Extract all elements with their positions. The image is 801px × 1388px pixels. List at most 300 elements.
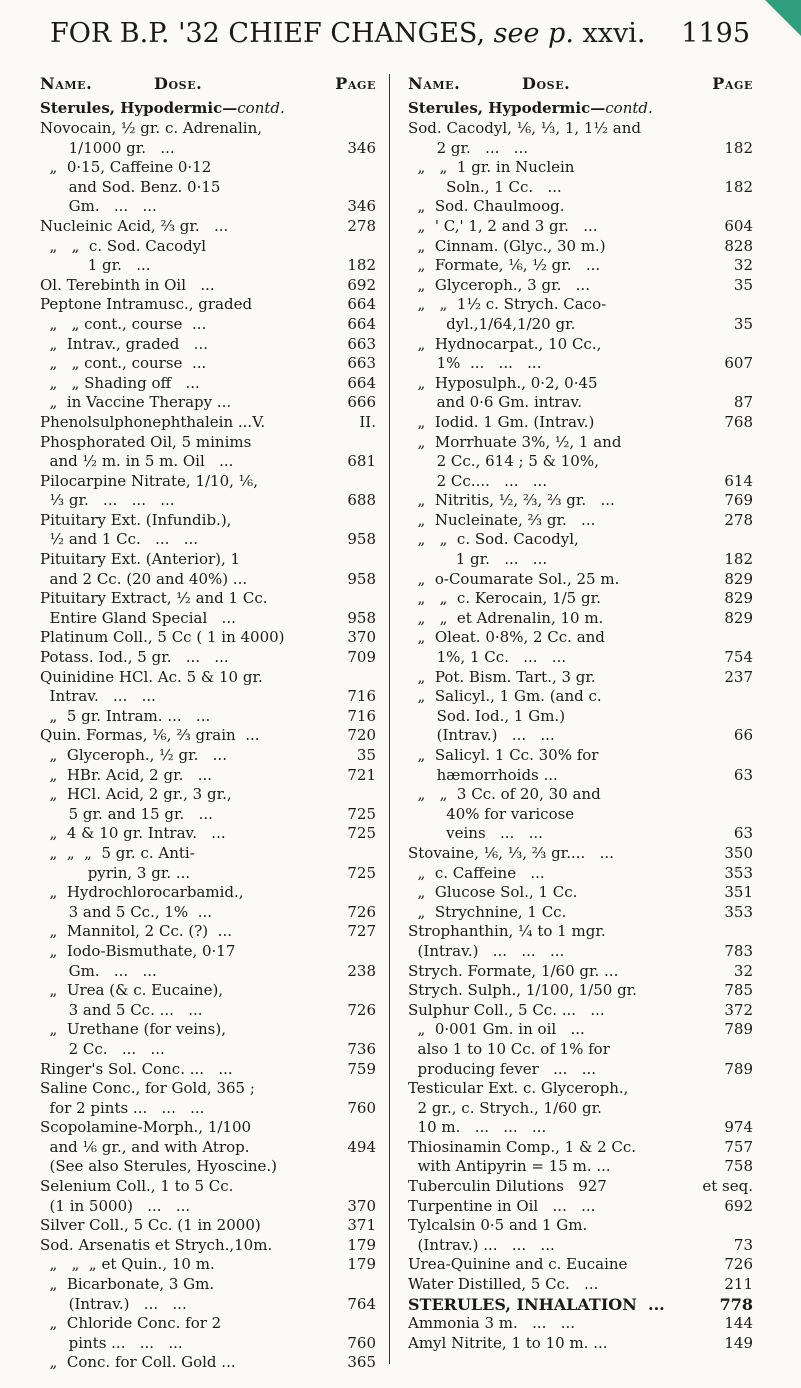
section-title — [408, 98, 753, 119]
header-see-page: xxvi. — [582, 18, 646, 49]
entry-text: (Intrav.) ... ... ... — [408, 1235, 555, 1254]
index-entry — [408, 413, 753, 433]
index-entry — [40, 1157, 376, 1177]
entry-text: „ Glyceroph., 3 gr. ... — [408, 275, 590, 294]
entry-text: Scopolamine-Morph., 1/100 — [40, 1118, 252, 1137]
index-entry — [40, 1118, 376, 1138]
entry-text: „ o-Coumarate Sol., 25 m. — [408, 569, 620, 588]
column-divider — [389, 74, 390, 1364]
entry-text: „ c. Caffeine ... — [408, 863, 545, 882]
header-see: see p. — [493, 18, 574, 49]
index-entry — [40, 785, 376, 805]
entry-text: dyl.,1/64,1/20 gr. — [408, 314, 576, 333]
entry-page: 182 — [724, 177, 753, 196]
entry-list — [408, 119, 753, 1353]
entry-text: „ „ c. Sod. Cacodyl, — [408, 530, 579, 549]
entry-page: 664 — [347, 295, 376, 314]
entry-list — [40, 119, 376, 1373]
index-entry — [40, 374, 376, 394]
entry-page: 726 — [347, 902, 376, 921]
entry-page: 346 — [347, 138, 376, 157]
index-entry — [40, 1295, 376, 1315]
entry-text: Urea-Quinine and c. Eucaine — [408, 1255, 628, 1274]
entry-text: and Sod. Benz. 0·15 — [40, 177, 221, 196]
index-entry — [408, 1334, 753, 1354]
index-entry — [40, 1197, 376, 1217]
entry-page: 666 — [347, 393, 376, 412]
index-entry — [40, 1353, 376, 1373]
entry-text: (Intrav.) ... ... — [408, 726, 555, 745]
index-entry — [408, 707, 753, 727]
page-number: 1195 — [681, 18, 750, 49]
index-entry — [408, 1040, 753, 1060]
entry-page: 372 — [724, 1000, 753, 1019]
index-entry — [40, 491, 376, 511]
index-entry — [40, 295, 376, 315]
entry-text: 2 gr., c. Strych., 1/60 gr. — [408, 1098, 602, 1117]
index-entry — [40, 726, 376, 746]
entry-page: 664 — [347, 373, 376, 392]
entry-page: 73 — [733, 1235, 753, 1254]
entry-text: Phosphorated Oil, 5 minims — [40, 432, 252, 451]
index-entry — [408, 276, 753, 296]
header-text — [50, 18, 645, 49]
entry-text: and 2 Cc. (20 and 40%) ... — [40, 569, 248, 588]
entry-page: 725 — [347, 824, 376, 843]
index-entry — [408, 805, 753, 825]
entry-text: „ „ 3 Cc. of 20, 30 and — [408, 785, 601, 804]
entry-text: „ „ „ et Quin., 10 m. — [40, 1255, 215, 1274]
col-name-label: Name. — [40, 74, 93, 93]
entry-text: pyrin, 3 gr. ... — [40, 863, 191, 882]
entry-text: „ Glyceroph., ½ gr. ... — [40, 746, 227, 764]
index-entry — [40, 335, 376, 355]
index-entry — [408, 237, 753, 257]
index-entry — [408, 687, 753, 707]
entry-page: 179 — [347, 1235, 376, 1254]
entry-text: „ „ 1 gr. in Nuclein — [408, 158, 575, 177]
entry-text: Potass. Iod., 5 gr. ... ... — [40, 648, 229, 667]
entry-text: ⅓ gr. ... ... ... — [40, 491, 175, 510]
index-entry — [40, 570, 376, 590]
entry-text: Ringer's Sol. Conc. ... ... — [40, 1059, 233, 1078]
entry-text: (Intrav.) ... ... ... — [408, 941, 565, 960]
index-entry — [40, 158, 376, 178]
entry-text: Entire Gland Special ... — [40, 608, 236, 627]
index-entry — [408, 511, 753, 531]
entry-text: Sulphur Coll., 5 Cc. ... ... — [408, 1000, 605, 1019]
entry-page: 144 — [724, 1314, 753, 1333]
entry-text: Quin. Formas, ⅙, ⅔ grain ... — [40, 726, 260, 745]
entry-text: Strophanthin, ¼ to 1 mgr. — [408, 922, 606, 941]
index-entry — [408, 472, 753, 492]
entry-text: 2 gr. ... ... — [408, 138, 529, 157]
entry-page: 32 — [733, 961, 753, 980]
entry-page: 958 — [347, 608, 376, 627]
entry-text: Gm. ... ... — [40, 961, 157, 980]
section-contd: contd. — [605, 99, 653, 117]
entry-text: „ Nitritis, ½, ⅔, ⅔ gr. ... — [408, 491, 615, 510]
index-entry — [408, 1216, 753, 1236]
entry-text: „ „ Shading off ... — [40, 373, 200, 392]
entry-page: 958 — [347, 530, 376, 549]
index-entry — [408, 1138, 753, 1158]
index-entry — [408, 864, 753, 884]
entry-page: 182 — [724, 550, 753, 569]
index-entry — [40, 844, 376, 864]
entry-page: 768 — [724, 412, 753, 431]
index-entry — [408, 335, 753, 355]
entry-page: 726 — [347, 1000, 376, 1019]
index-entry — [408, 1197, 753, 1217]
running-header — [50, 18, 750, 52]
entry-page: 238 — [347, 961, 376, 980]
index-entry — [40, 256, 376, 276]
entry-text: (See also Sterules, Hyoscine.) — [40, 1157, 277, 1176]
entry-page: 721 — [347, 765, 376, 784]
entry-text: „ Hydrochlorocarbamid., — [40, 883, 244, 902]
entry-text: Pituitary Extract, ½ and 1 Cc. — [40, 589, 268, 608]
entry-text: veins ... ... — [408, 824, 543, 843]
entry-text: and ⅙ gr., and with Atrop. — [40, 1137, 250, 1156]
entry-page: 87 — [733, 393, 753, 412]
index-entry — [408, 1060, 753, 1080]
entry-page: 692 — [724, 1196, 753, 1215]
section-title-text: Sterules, Hypodermic— — [408, 99, 606, 117]
index-entry — [408, 824, 753, 844]
entry-page: 754 — [724, 648, 753, 667]
entry-page: 760 — [347, 1098, 376, 1117]
index-entry — [40, 1001, 376, 1021]
index-entry — [408, 766, 753, 786]
index-entry — [40, 1138, 376, 1158]
entry-page: 353 — [724, 863, 753, 882]
entry-page: 725 — [347, 804, 376, 823]
index-entry — [40, 237, 376, 257]
entry-text: Turpentine in Oil ... ... — [408, 1196, 596, 1215]
index-entry — [408, 785, 753, 805]
index-entry — [408, 903, 753, 923]
column-header — [408, 68, 753, 98]
entry-text: „ Iodid. 1 Gm. (Intrav.) — [408, 412, 595, 431]
entry-page: 346 — [347, 197, 376, 216]
entry-text: pints ... ... ... — [40, 1333, 183, 1352]
entry-text: Water Distilled, 5 Cc. ... — [408, 1275, 599, 1294]
index-entry — [40, 981, 376, 1001]
entry-text: Thiosinamin Comp., 1 & 2 Cc. — [408, 1137, 637, 1156]
header-title: FOR B.P. '32 CHIEF CHANGES, — [50, 18, 486, 49]
entry-page: 494 — [347, 1137, 376, 1156]
entry-page: 725 — [347, 863, 376, 882]
entry-page: 35 — [733, 314, 753, 333]
entry-page: 371 — [347, 1216, 376, 1235]
entry-page: 764 — [347, 1294, 376, 1313]
entry-page: 663 — [347, 354, 376, 373]
entry-text: „ „ 1½ c. Strych. Caco- — [408, 295, 607, 314]
index-entry — [408, 844, 753, 864]
entry-text: 1 gr. ... — [40, 256, 151, 275]
left-column — [40, 68, 376, 1378]
index-entry — [408, 119, 753, 139]
entry-text: Nucleinic Acid, ⅔ gr. ... — [40, 216, 229, 235]
index-entry — [408, 1255, 753, 1275]
index-entry — [408, 648, 753, 668]
index-entry — [408, 1157, 753, 1177]
entry-text: „ HCl. Acid, 2 gr., 3 gr., — [40, 785, 232, 804]
index-entry — [40, 433, 376, 453]
index-entry — [40, 178, 376, 198]
entry-text: Gm. ... ... — [40, 197, 157, 216]
entry-text: „ Urethane (for veins), — [40, 1020, 226, 1039]
entry-page: 727 — [347, 922, 376, 941]
index-entry — [408, 530, 753, 550]
entry-page: 664 — [347, 314, 376, 333]
entry-page: 32 — [733, 256, 753, 275]
index-entry — [40, 452, 376, 472]
entry-text: „ Hyposulph., 0·2, 0·45 — [408, 373, 598, 392]
entry-text: 3 and 5 Cc., 1% ... — [40, 902, 213, 921]
section-title — [40, 98, 376, 119]
index-entry — [40, 668, 376, 688]
index-entry — [408, 1001, 753, 1021]
index-entry — [40, 413, 376, 433]
entry-text: „ HBr. Acid, 2 gr. ... — [40, 765, 212, 784]
index-entry — [40, 746, 376, 766]
entry-text: „ Sod. Chaulmoog. — [408, 197, 565, 216]
entry-text: „ in Vaccine Therapy ... — [40, 393, 232, 412]
entry-page: 785 — [724, 981, 753, 1000]
index-entry — [40, 550, 376, 570]
page-corner-mark — [765, 0, 801, 36]
index-entry — [408, 256, 753, 276]
entry-text: „ Glucose Sol., 1 Cc. — [408, 883, 578, 902]
index-entry — [40, 472, 376, 492]
index-entry — [40, 1177, 376, 1197]
entry-text: „ Morrhuate 3%, ½, 1 and — [408, 432, 622, 451]
entry-text: „ Cinnam. (Glyc., 30 m.) — [408, 236, 606, 255]
entry-text: „ „ cont., course ... — [40, 354, 207, 373]
index-entry — [408, 1314, 753, 1334]
index-entry — [40, 903, 376, 923]
entry-text: for 2 pints ... ... ... — [40, 1098, 205, 1117]
entry-page: 958 — [347, 569, 376, 588]
entry-text: and ½ m. in 5 m. Oil ... — [40, 452, 234, 471]
entry-text: Soln., 1 Cc. ... — [408, 177, 562, 196]
index-entry — [408, 354, 753, 374]
entry-page: 974 — [724, 1118, 753, 1137]
entry-text: Stovaine, ⅙, ⅓, ⅔ gr.... ... — [408, 843, 614, 862]
entry-page: et seq. — [702, 1177, 753, 1196]
entry-text: „ 0·001 Gm. in oil ... — [408, 1020, 585, 1039]
index-entry — [408, 981, 753, 1001]
entry-text: 2 Cc. ... ... — [40, 1039, 165, 1058]
entry-text: Ol. Terebinth in Oil ... — [40, 275, 215, 294]
entry-text: Strych. Formate, 1/60 gr. ... — [408, 961, 619, 980]
index-entry — [40, 1236, 376, 1256]
entry-page: 607 — [724, 354, 753, 373]
col-page-label: Page — [335, 74, 376, 93]
entry-page: 370 — [347, 1196, 376, 1215]
entry-text: 5 gr. and 15 gr. ... — [40, 804, 213, 823]
entry-page: 692 — [347, 275, 376, 294]
index-entry — [408, 668, 753, 688]
index-entry — [40, 1216, 376, 1236]
entry-text: „ Intrav., graded ... — [40, 334, 208, 353]
entry-text: „ Mannitol, 2 Cc. (?) ... — [40, 922, 232, 941]
entry-page: 757 — [724, 1137, 753, 1156]
entry-text: (1 in 5000) ... ... — [40, 1196, 191, 1215]
index-entry — [408, 433, 753, 453]
entry-page: 182 — [724, 138, 753, 157]
index-entry — [408, 1295, 753, 1315]
index-entry — [40, 589, 376, 609]
entry-page: 182 — [347, 256, 376, 275]
entry-page: 604 — [724, 216, 753, 235]
entry-text: hæmorrhoids ... — [408, 765, 558, 784]
index-entry — [408, 217, 753, 237]
entry-text: Pilocarpine Nitrate, 1/10, ⅙, — [40, 471, 258, 490]
entry-text: „ „ et Adrenalin, 10 m. — [408, 608, 604, 627]
entry-page: 149 — [724, 1333, 753, 1352]
index-entry — [408, 1236, 753, 1256]
index-entry — [408, 197, 753, 217]
entry-text: 40% for varicose — [408, 804, 575, 823]
entry-text: Sod. Cacodyl, ⅙, ⅓, 1, 1½ and — [408, 119, 641, 137]
entry-page: 237 — [724, 667, 753, 686]
entry-text: Silver Coll., 5 Cc. (1 in 2000) — [40, 1216, 261, 1235]
entry-page: 351 — [724, 883, 753, 902]
index-entry — [40, 1099, 376, 1119]
index-entry — [408, 178, 753, 198]
index-entry — [408, 491, 753, 511]
entry-page: 614 — [724, 471, 753, 490]
entry-text: „ Strychnine, 1 Cc. — [408, 902, 567, 921]
index-entry — [40, 1334, 376, 1354]
entry-text: „ 0·15, Caffeine 0·12 — [40, 158, 212, 177]
entry-page: 278 — [724, 510, 753, 529]
entry-text: Novocain, ½ gr. c. Adrenalin, — [40, 119, 263, 137]
entry-text: producing fever ... ... — [408, 1059, 597, 1078]
index-entry — [40, 1079, 376, 1099]
entry-text: 1/1000 gr. ... — [40, 138, 175, 157]
index-entry — [40, 1040, 376, 1060]
entry-text: Selenium Coll., 1 to 5 Cc. — [40, 1177, 234, 1196]
entry-page: 828 — [724, 236, 753, 255]
entry-text: Saline Conc., for Gold, 365 ; — [40, 1079, 255, 1098]
entry-text: Sod. Iod., 1 Gm.) — [408, 706, 566, 725]
index-entry — [40, 354, 376, 374]
entry-page: 353 — [724, 902, 753, 921]
col-dose-label: Dose. — [154, 74, 203, 93]
index-entry — [40, 217, 376, 237]
entry-text: „ „ c. Kerocain, 1/5 gr. — [408, 589, 601, 608]
index-entry — [40, 1314, 376, 1334]
entry-text: Tylcalsin 0·5 and 1 Gm. — [408, 1216, 588, 1235]
entry-page: 365 — [347, 1353, 376, 1372]
index-entry — [408, 609, 753, 629]
index-entry — [40, 1020, 376, 1040]
entry-text: „ Hydnocarpat., 10 Cc., — [408, 334, 602, 353]
index-entry — [408, 726, 753, 746]
entry-text: ½ and 1 Cc. ... ... — [40, 530, 199, 549]
entry-page: 789 — [724, 1020, 753, 1039]
index-entry — [40, 119, 376, 139]
entry-page: II. — [359, 412, 376, 431]
entry-text: „ „ cont., course ... — [40, 314, 207, 333]
entry-text: „ Bicarbonate, 3 Gm. — [40, 1275, 215, 1294]
index-entry — [40, 315, 376, 335]
index-entry — [40, 276, 376, 296]
entry-text: with Antipyrin = 15 m. ... — [408, 1157, 611, 1176]
index-entry — [40, 393, 376, 413]
entry-text: „ Urea (& c. Eucaine), — [40, 981, 224, 1000]
entry-text: „ Oleat. 0·8%, 2 Cc. and — [408, 628, 605, 647]
entry-page: 350 — [724, 843, 753, 862]
index-entry — [40, 707, 376, 727]
entry-text: „ Salicyl. 1 Cc. 30% for — [408, 746, 599, 764]
entry-page: 66 — [733, 726, 753, 745]
index-entry — [408, 158, 753, 178]
entry-page: 829 — [724, 589, 753, 608]
entry-text: „ 5 gr. Intram. ... ... — [40, 706, 211, 725]
entry-text: Strych. Sulph., 1/100, 1/50 gr. — [408, 981, 637, 1000]
entry-text: Platinum Coll., 5 Cc ( 1 in 4000) — [40, 628, 285, 647]
index-entry — [408, 1020, 753, 1040]
entry-text: „ Nucleinate, ⅔ gr. ... — [408, 510, 596, 529]
entry-page: 681 — [347, 452, 376, 471]
index-entry — [40, 805, 376, 825]
entry-page: 63 — [733, 765, 753, 784]
entry-page: 783 — [724, 941, 753, 960]
index-entry — [40, 962, 376, 982]
entry-page: 769 — [724, 491, 753, 510]
entry-text: Testicular Ext. c. Glyceroph., — [408, 1079, 629, 1098]
column-header — [40, 68, 376, 98]
index-entry — [40, 609, 376, 629]
section-title-text: Sterules, Hypodermic— — [40, 99, 238, 117]
entry-text: Amyl Nitrite, 1 to 10 m. ... — [408, 1333, 608, 1352]
index-entry — [408, 295, 753, 315]
entry-text: 10 m. ... ... ... — [408, 1118, 547, 1137]
col-dose-label: Dose. — [522, 74, 571, 93]
index-entry — [40, 824, 376, 844]
entry-text: Sod. Arsenatis et Strych.,10m. — [40, 1235, 273, 1254]
entry-page: 720 — [347, 726, 376, 745]
index-entry — [40, 864, 376, 884]
entry-page: 179 — [347, 1255, 376, 1274]
entry-page: 736 — [347, 1039, 376, 1058]
index-entry — [40, 648, 376, 668]
index-entry — [40, 139, 376, 159]
entry-text: „ ' C,' 1, 2 and 3 gr. ... — [408, 216, 598, 235]
entry-page: 63 — [733, 824, 753, 843]
index-entry — [40, 687, 376, 707]
entry-page: 726 — [724, 1255, 753, 1274]
index-entry — [408, 942, 753, 962]
entry-page: 829 — [724, 569, 753, 588]
index-entry — [408, 746, 753, 766]
entry-text: Quinidine HCl. Ac. 5 & 10 gr. — [40, 667, 263, 686]
entry-page: 716 — [347, 687, 376, 706]
entry-text: 1%, 1 Cc. ... ... — [408, 648, 567, 667]
index-entry — [40, 197, 376, 217]
index-entry — [408, 628, 753, 648]
entry-text: „ Chloride Conc. for 2 — [40, 1314, 222, 1333]
entry-text: „ 4 & 10 gr. Intrav. ... — [40, 824, 226, 843]
entry-text: „ Pot. Bism. Tart., 3 gr. — [408, 667, 596, 686]
entry-text: Tuberculin Dilutions 927 — [408, 1177, 607, 1196]
col-page-label: Page — [712, 74, 753, 93]
